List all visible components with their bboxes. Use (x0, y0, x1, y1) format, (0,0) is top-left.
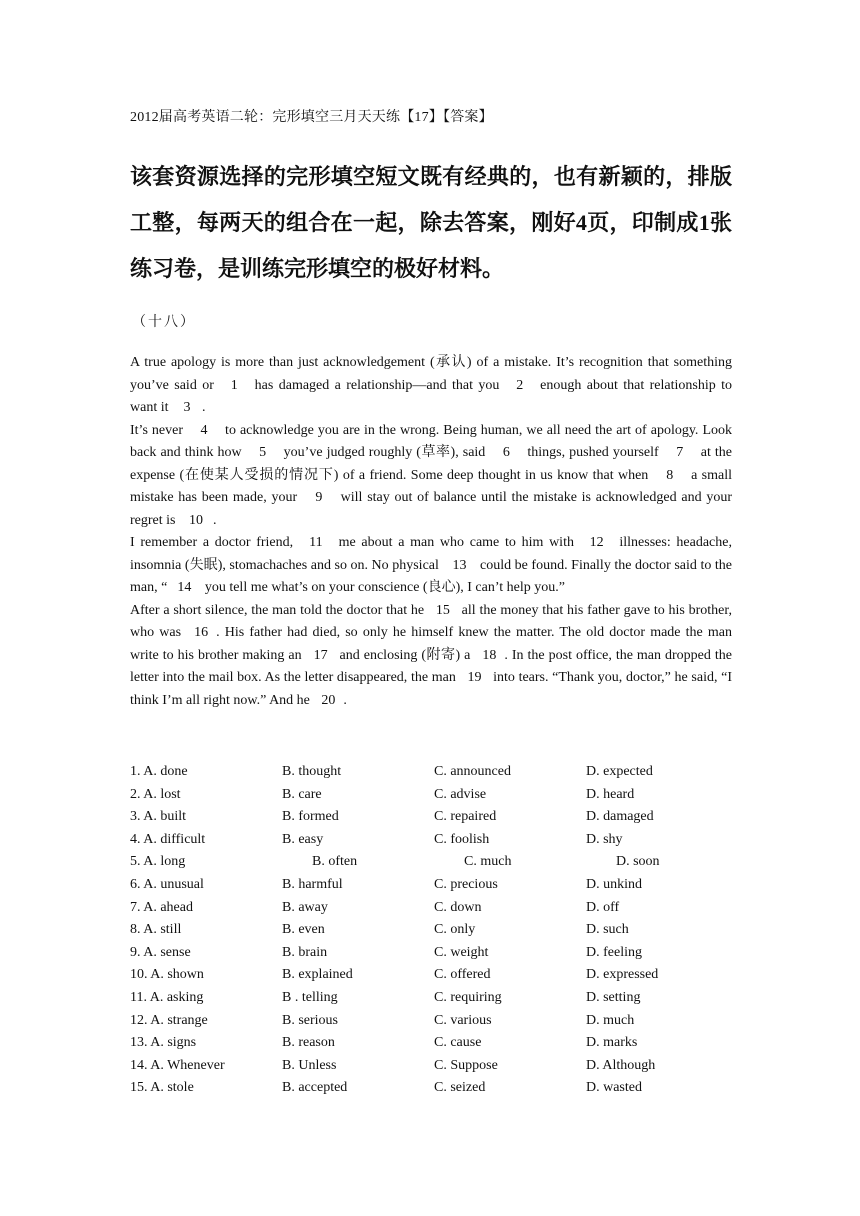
option-row-4 (130, 829, 732, 852)
blank-7: 7 (676, 445, 684, 460)
option-row-8 (130, 919, 732, 942)
option-row-5 (130, 851, 732, 874)
passage-text: A true apology is more than just acknowledgement (承认) of a mistake. It’s recognition that something you’ve said or (130, 355, 732, 393)
passage-text: enough about that relationship to want it (130, 377, 733, 415)
option-d: D. heard (586, 786, 635, 802)
passage-text: at the expense (在使某人受损的情况下) of a friend. Some deep thought in us know that when (130, 445, 733, 483)
passage-text: . (343, 692, 347, 708)
passage-paragraph-2 (130, 420, 732, 533)
option-c: C. offered (434, 967, 491, 983)
option-b: B. even (282, 922, 325, 938)
passage-text: I remember a doctor friend, (130, 535, 299, 550)
option-b: B. reason (282, 1035, 335, 1051)
option-d: D. feeling (586, 944, 642, 960)
blank-1: 1 (230, 377, 238, 393)
blank-15: 15 (435, 602, 450, 618)
passage-text: will stay out of balance until the mistake is acknowledged and your regret is (130, 490, 732, 528)
option-c: C. cause (434, 1035, 482, 1051)
option-row-9 (130, 942, 732, 965)
blank-5: 5 (259, 445, 267, 460)
blank-16: 16 (194, 625, 209, 640)
option-row-11 (130, 987, 732, 1010)
option-c: C. advise (434, 786, 487, 802)
option-b: B. Unless (282, 1057, 337, 1073)
passage-text: could be found. Finally the doctor said to the man, “ (130, 557, 733, 595)
option-a: 1. A. done (130, 764, 188, 779)
option-c: C. Suppose (434, 1057, 498, 1073)
passage-text: and enclosing (附寄) a (335, 647, 475, 663)
blank-4: 4 (200, 422, 208, 438)
blank-17: 17 (313, 647, 328, 663)
option-row-7 (130, 897, 732, 920)
blank-8: 8 (666, 467, 674, 483)
passage-text: all the money that his father gave to his brother, who was (130, 602, 732, 640)
blank-19: 19 (467, 670, 482, 685)
option-d: D. soon (616, 854, 660, 870)
passage-text: has damaged a relationship—and that you (249, 377, 505, 393)
option-c: C. down (434, 899, 482, 915)
option-row-13 (130, 1032, 732, 1055)
option-b: B. easy (282, 831, 324, 847)
option-row-3 (130, 806, 732, 829)
passage-text: into tears. “Thank you, doctor,” he said, “I think I’m all right now.” And he (130, 670, 732, 708)
option-d: D. wasted (586, 1080, 642, 1096)
passage-text: After a short silence, the man told the doctor that he (130, 602, 428, 618)
option-c: C. only (434, 922, 476, 938)
option-row-12 (130, 1010, 732, 1033)
passage-paragraph-3 (130, 532, 732, 600)
option-a: 9. A. sense (130, 944, 191, 960)
option-c: C. foolish (434, 831, 490, 847)
option-d: D. expressed (586, 967, 659, 983)
blank-6: 6 (502, 445, 510, 460)
passage-text: . His father had died, so only he himself knew the matter. The old doctor made the man write to his brother making an (130, 625, 732, 663)
blank-10: 10 (188, 512, 203, 528)
section-number: （十八） (132, 315, 196, 330)
option-a: 12. A. strange (130, 1012, 208, 1028)
passage-text: . In the post office, the man dropped the letter into the mail box. As the letter disappeared, the man (130, 647, 732, 685)
option-b: B. accepted (282, 1080, 348, 1096)
option-a: 13. A. signs (130, 1035, 197, 1051)
option-a: 8. A. still (130, 922, 182, 938)
passage-text: you’ve judged roughly (草率), said (279, 445, 490, 460)
option-a: 4. A. difficult (130, 831, 206, 847)
option-d: D. off (586, 899, 620, 915)
option-d: D. Although (586, 1057, 656, 1073)
passage-paragraph-1 (130, 352, 732, 420)
option-row-10 (130, 964, 732, 987)
option-a: 6. A. unusual (130, 876, 204, 892)
option-a: 3. A. built (130, 809, 187, 825)
passage-paragraph-4 (130, 600, 732, 713)
option-c: C. requiring (434, 989, 502, 1005)
passage-text: . (202, 400, 206, 415)
option-b: B. serious (282, 1012, 338, 1028)
cloze-passage (130, 352, 732, 712)
passage-text: . (212, 512, 217, 528)
passage-text: to acknowledge you are in the wrong. Being human, we all need the art of apology. Look back and think how (130, 422, 733, 460)
option-b: B. formed (282, 809, 339, 825)
blank-9: 9 (315, 490, 323, 505)
option-row-2 (130, 784, 732, 807)
option-a: 11. A. asking (130, 989, 204, 1005)
option-row-15 (130, 1077, 732, 1100)
option-b: B. harmful (282, 876, 343, 892)
option-a: 2. A. lost (130, 786, 181, 802)
option-b: B. often (312, 854, 358, 870)
passage-text: me about a man who came to him with (332, 535, 580, 550)
option-b: B. thought (282, 764, 342, 779)
blank-13: 13 (452, 557, 467, 573)
option-row-14 (130, 1055, 732, 1078)
blank-2: 2 (516, 377, 524, 393)
option-a: 14. A. Whenever (130, 1057, 225, 1073)
option-d: D. damaged (586, 809, 654, 825)
option-a: 10. A. shown (130, 967, 204, 983)
option-c: C. announced (434, 764, 511, 779)
option-c: C. seized (434, 1080, 486, 1096)
option-a: 5. A. long (130, 854, 186, 870)
option-d: D. shy (586, 831, 623, 847)
option-b: B. explained (282, 967, 353, 983)
option-d: D. such (586, 922, 629, 938)
option-a: 15. A. stole (130, 1080, 194, 1096)
option-b: B. care (282, 786, 322, 802)
passage-text: illnesses: headache, insomnia (失眠), stomachaches and so on. No physical (130, 535, 732, 573)
blank-12: 12 (589, 535, 604, 550)
option-row-6 (130, 874, 732, 897)
blank-3: 3 (183, 400, 191, 415)
option-c: C. various (434, 1012, 492, 1028)
option-b: B. away (282, 899, 328, 915)
option-row-1 (130, 761, 732, 784)
option-c: C. much (464, 854, 512, 870)
intro-paragraph: 该套资源选择的完形填空短文既有经典的，也有新颖的，排版工整，每两天的组合在一起，除去答案，刚好4页，印制成1张练习卷，是训练完形填空的极好材料。 (130, 164, 732, 281)
passage-text: you tell me what’s on your conscience (良心), I can’t help you.” (201, 580, 565, 595)
option-d: D. setting (586, 989, 641, 1005)
passage-text: a small mistake has been made, your (130, 467, 732, 505)
answer-options (130, 761, 732, 1100)
document-header: 2012届高考英语二轮：完形填空三月天天练【17】【答案】 (130, 110, 493, 125)
option-b: B . telling (282, 989, 338, 1005)
passage-text: things, pushed yourself (523, 445, 663, 460)
blank-14: 14 (177, 580, 192, 595)
option-a: 7. A. ahead (130, 899, 193, 915)
option-b: B. brain (282, 944, 328, 960)
blank-11: 11 (309, 535, 323, 550)
option-d: D. unkind (586, 876, 642, 892)
passage-text: It’s never (130, 422, 188, 438)
blank-18: 18 (482, 647, 497, 663)
option-d: D. much (586, 1012, 635, 1028)
option-c: C. repaired (434, 809, 497, 825)
option-d: D. expected (586, 764, 653, 779)
option-c: C. precious (434, 876, 498, 892)
option-d: D. marks (586, 1035, 638, 1051)
blank-20: 20 (321, 692, 336, 708)
option-c: C. weight (434, 944, 489, 960)
